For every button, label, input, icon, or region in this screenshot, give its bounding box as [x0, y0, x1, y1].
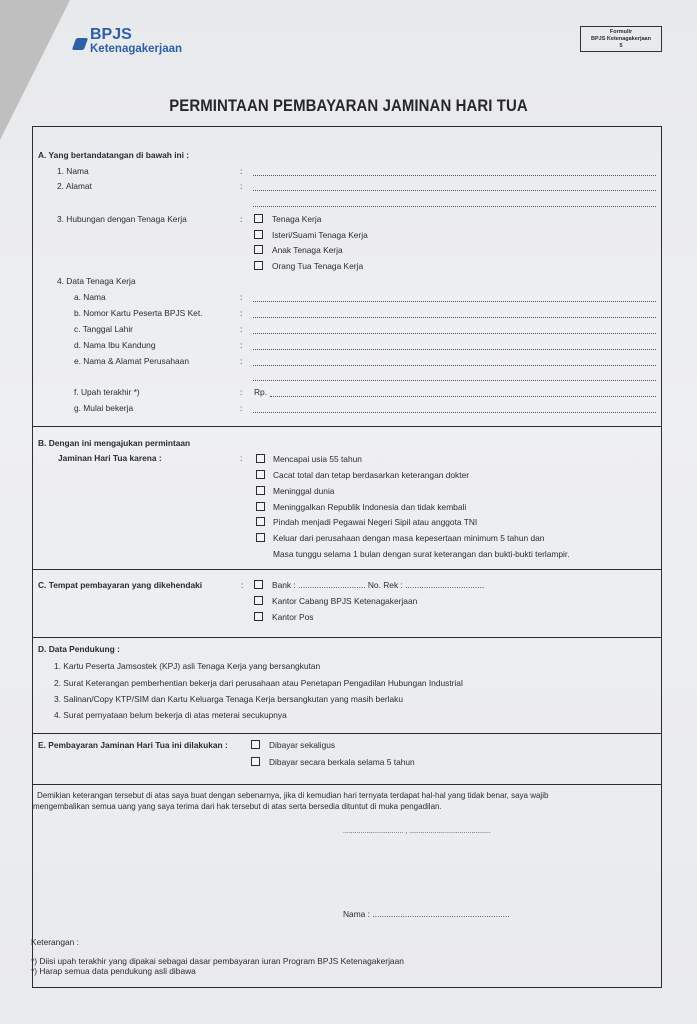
note-2: *) Harap semua data pendukung asli dibawa	[31, 966, 196, 976]
divider-b	[32, 426, 662, 427]
checkbox-tenaga-kerja[interactable]	[254, 214, 263, 223]
rp-label: Rp.	[254, 387, 268, 397]
label-nama: 1. Nama	[57, 166, 89, 176]
label-e-perusahaan: e. Nama & Alamat Perusahaan	[74, 356, 189, 366]
section-c-heading: C. Tempat pembayaran yang dikehendaki	[38, 580, 203, 590]
form-box-line2: BPJS Ketenagakerjaan	[591, 36, 651, 42]
colon: :	[240, 214, 243, 224]
tk-nama-field[interactable]	[253, 301, 656, 302]
colon: :	[241, 580, 244, 590]
checkbox-kantor-cabang[interactable]	[254, 596, 263, 605]
checkbox-anak[interactable]	[254, 245, 263, 254]
colon: :	[240, 181, 243, 191]
checkbox-meninggalkan-ri[interactable]	[256, 502, 265, 511]
reason-meninggalkan-ri: Meninggalkan Republik Indonesia dan tidak kembali	[273, 502, 467, 512]
checkbox-sekaligus[interactable]	[251, 740, 260, 749]
doc-item-1: 1. Kartu Peserta Jamsostek (KPJ) asli Tenaga Kerja yang bersangkutan	[54, 661, 321, 671]
perusahaan-field-2[interactable]	[253, 380, 656, 381]
mulai-bekerja-field[interactable]	[253, 412, 656, 413]
note-1: *) Diisi upah terakhir yang dipakai sebagai dasar pembayaran iuran Program BPJS Ketenagakerjaan	[31, 956, 404, 966]
label-hubungan: 3. Hubungan dengan Tenaga Kerja	[57, 214, 187, 224]
reason-usia-55: Mencapai usia 55 tahun	[273, 454, 362, 464]
checkbox-cacat-total[interactable]	[256, 470, 265, 479]
section-e-heading: E. Pembayaran Jaminan Hari Tua ini dilakukan :	[38, 740, 228, 750]
opt-berkala: Dibayar secara berkala selama 5 tahun	[269, 757, 415, 767]
checkbox-kantor-pos[interactable]	[254, 612, 263, 621]
paper-fold	[0, 0, 70, 140]
logo-brand: BPJS	[90, 26, 132, 43]
colon: :	[240, 340, 243, 350]
section-b-heading: B. Dengan ini mengajukan permintaan	[38, 438, 191, 448]
closing-statement-2: mengembalikan semua uang yang saya terima dari hak tersebut di atas serta bersedia dituntut di muka pengadilan.	[33, 802, 442, 811]
section-d-heading: D. Data Pendukung :	[38, 644, 120, 654]
perusahaan-field[interactable]	[253, 365, 656, 366]
label-f-upah: f. Upah terakhir *)	[74, 387, 140, 397]
colon: :	[240, 308, 243, 318]
form-number-box	[580, 26, 662, 52]
closing-statement-1: Demikian keterangan tersebut di atas saya buat dengan sebenarnya, jika di kemudian hari ternyata terdapat hal-hal yang tidak benar, saya wajib	[37, 791, 549, 800]
upah-field[interactable]	[270, 396, 656, 397]
divider-closing	[32, 784, 662, 785]
doc-item-4: 4. Surat pernyataan belum bekerja di atas meterai secukupnya	[54, 710, 287, 720]
keterangan-label: Keterangan :	[31, 937, 79, 947]
logo-subtitle: Ketenagakerjaan	[90, 43, 183, 55]
opt-sekaligus: Dibayar sekaligus	[269, 740, 336, 750]
section-b-heading-2: Jaminan Hari Tua karena :	[58, 453, 162, 463]
checkbox-orang-tua[interactable]	[254, 261, 263, 270]
signature-name-field[interactable]: Nama : ...........................................................	[343, 909, 510, 919]
opt-kantor-cabang: Kantor Cabang BPJS Ketenagakerjaan	[272, 596, 418, 606]
alamat-field-2[interactable]	[253, 206, 656, 207]
reason-pns-tni: Pindah menjadi Pegawai Negeri Sipil atau anggota TNI	[273, 517, 478, 527]
nomor-kartu-field[interactable]	[253, 317, 656, 318]
opt-kantor-pos: Kantor Pos	[272, 612, 314, 622]
ibu-kandung-field[interactable]	[253, 349, 656, 350]
opt-anak: Anak Tenaga Kerja	[272, 245, 343, 255]
colon: :	[240, 292, 243, 302]
form-box-line1: Formulir	[609, 29, 633, 35]
reason-cacat-total: Cacat total dan tetap berdasarkan keterangan dokter	[273, 470, 470, 480]
checkbox-pns-tni[interactable]	[256, 517, 265, 526]
bank-norek-line: Bank : ............................. No. Rek : ..................................	[272, 580, 485, 590]
reason-keluar-perusahaan-2: Masa tunggu selama 1 bulan dengan surat keterangan dan bukti-bukti terlampir.	[273, 549, 570, 559]
divider-d	[32, 637, 662, 638]
divider-c	[32, 569, 662, 570]
label-data-tenaga-kerja: 4. Data Tenaga Kerja	[57, 276, 136, 286]
place-date-field[interactable]: ............................... , ..........................................	[343, 828, 491, 835]
form-box-line3: 5	[619, 43, 623, 49]
colon: :	[240, 403, 243, 413]
checkbox-isteri-suami[interactable]	[254, 230, 263, 239]
label-alamat: 2. Alamat	[57, 181, 92, 191]
label-a-nama: a. Nama	[74, 292, 106, 302]
opt-orang-tua: Orang Tua Tenaga Kerja	[272, 261, 364, 271]
label-d-ibu-kandung: d. Nama Ibu Kandung	[74, 340, 156, 350]
doc-item-2: 2. Surat Keterangan pemberhentian bekerja dari perusahaan atau Penetapan Pengadilan Hubungan Industrial	[54, 678, 463, 688]
label-b-nomor-kartu: b. Nomor Kartu Peserta BPJS Ket.	[74, 308, 203, 318]
label-c-tanggal-lahir: c. Tanggal Lahir	[74, 324, 133, 334]
tanggal-lahir-field[interactable]	[253, 333, 656, 334]
checkbox-usia-55[interactable]	[256, 454, 265, 463]
doc-item-3: 3. Salinan/Copy KTP/SIM dan Kartu Keluarga Tenaga Kerja bersangkutan yang masih berlaku	[54, 694, 404, 704]
colon: :	[240, 356, 243, 366]
colon: :	[240, 166, 243, 176]
alamat-field[interactable]	[253, 190, 656, 191]
colon: :	[240, 453, 243, 463]
nama-field[interactable]	[253, 175, 656, 176]
divider-e	[32, 733, 662, 734]
checkbox-berkala[interactable]	[251, 757, 260, 766]
checkbox-bank[interactable]	[254, 580, 263, 589]
opt-isteri-suami: Isteri/Suami Tenaga Kerja	[272, 230, 368, 240]
form-title: PERMINTAAN PEMBAYARAN JAMINAN HARI TUA	[169, 96, 528, 115]
reason-keluar-perusahaan: Keluar dari perusahaan dengan masa kepesertaan minimum 5 tahun dan	[273, 533, 545, 543]
checkbox-meninggal[interactable]	[256, 486, 265, 495]
colon: :	[240, 324, 243, 334]
section-a-heading: A. Yang bertandatangan di bawah ini :	[38, 150, 190, 160]
opt-tenaga-kerja: Tenaga Kerja	[272, 214, 322, 224]
reason-meninggal: Meninggal dunia	[273, 486, 335, 496]
colon: :	[240, 387, 243, 397]
label-g-mulai-bekerja: g. Mulai bekerja	[74, 403, 134, 413]
checkbox-keluar-perusahaan[interactable]	[256, 533, 265, 542]
